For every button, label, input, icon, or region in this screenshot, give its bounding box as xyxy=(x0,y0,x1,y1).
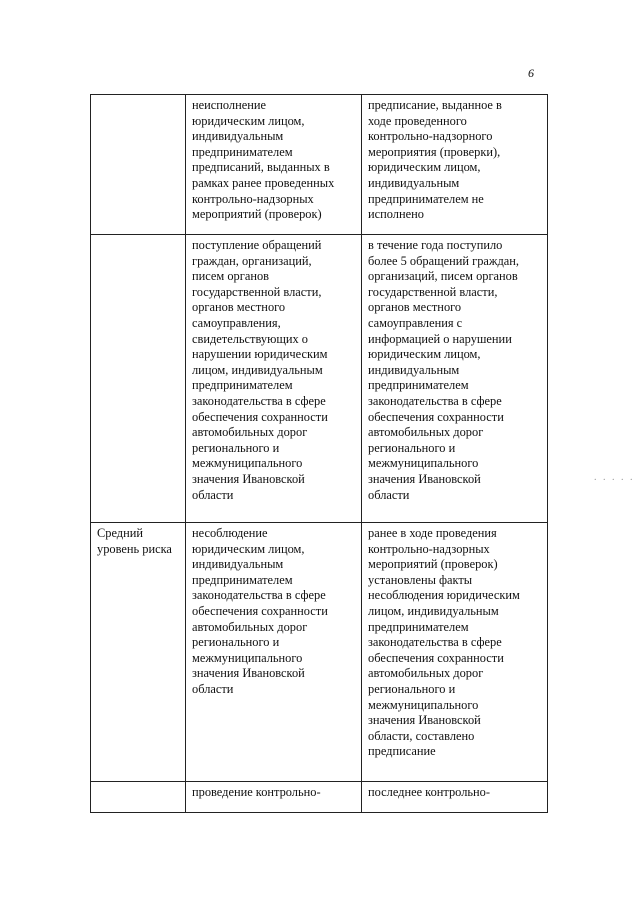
table-row xyxy=(91,95,548,235)
cell-text-line: индивидуальным xyxy=(192,557,284,572)
cell-text-line: автомобильных дорог xyxy=(368,666,484,681)
cell-text-line: самоуправления, xyxy=(192,315,281,330)
cell-text-line: области xyxy=(192,487,234,502)
cell-text-line: мероприятия (проверки), xyxy=(368,144,501,159)
indicator-cell xyxy=(362,782,548,813)
cell-text-line: информацией о нарушении xyxy=(368,331,512,346)
cell-text-line: предпринимателем xyxy=(368,619,469,634)
risk-level-cell xyxy=(91,782,186,813)
cell-text-line: самоуправления с xyxy=(368,315,463,330)
cell-text-line: автомобильных дорог xyxy=(192,425,308,440)
table-row xyxy=(91,523,548,782)
criterion-cell xyxy=(186,782,362,813)
cell-text-line: писем органов xyxy=(192,269,269,284)
cell-text-line: рамках ранее проведенных xyxy=(192,175,335,190)
cell-text-line: контрольно-надзорных xyxy=(368,541,490,556)
cell-text-line: регионального и xyxy=(192,635,280,650)
margin-mark: . . . . . xyxy=(594,472,635,483)
cell-text-line: органов местного xyxy=(368,300,462,315)
cell-text-line: законодательства в сфере xyxy=(192,588,326,603)
cell-text-line: проведение контрольно- xyxy=(192,785,321,799)
cell-text-line: межмуниципального xyxy=(192,650,303,665)
cell-text-line: регионального и xyxy=(192,440,280,455)
cell-text-line: Средний xyxy=(97,526,143,540)
cell-text-line: значения Ивановской xyxy=(368,471,481,486)
cell-text-line: ранее в ходе проведения xyxy=(368,526,497,540)
cell-text-line: области xyxy=(192,681,234,696)
cell-text-line: неисполнение xyxy=(192,98,266,112)
cell-text-line: законодательства в сфере xyxy=(368,635,502,650)
cell-text-line: мероприятий (проверок) xyxy=(192,207,322,222)
cell-text-line: несоблюдение xyxy=(192,526,268,540)
cell-text-line: нарушении юридическим xyxy=(192,347,328,362)
cell-text-line: юридическим лицом, xyxy=(192,113,305,128)
cell-text-line: автомобильных дорог xyxy=(368,425,484,440)
cell-text-line: свидетельствующих о xyxy=(192,331,308,346)
cell-text-line: законодательства в сфере xyxy=(368,393,502,408)
cell-text-line: значения Ивановской xyxy=(368,713,481,728)
cell-text-line: индивидуальным xyxy=(368,175,460,190)
table-row xyxy=(91,782,548,813)
cell-text-line: лицом, индивидуальным xyxy=(368,603,499,618)
cell-text-line: контрольно-надзорных xyxy=(192,191,314,206)
cell-text-line: органов местного xyxy=(192,300,286,315)
indicator-cell xyxy=(362,523,548,782)
risk-level-cell xyxy=(91,235,186,523)
cell-text-line: предписаний, выданных в xyxy=(192,160,330,175)
cell-text-line: автомобильных дорог xyxy=(192,619,308,634)
cell-text-line: регионального и xyxy=(368,681,456,696)
criterion-cell xyxy=(186,235,362,523)
risk-level-cell xyxy=(91,523,186,782)
cell-text-line: обеспечения сохранности xyxy=(192,603,328,618)
cell-text-line: законодательства в сфере xyxy=(192,393,326,408)
cell-text-line: межмуниципального xyxy=(368,456,479,471)
cell-text-line: организаций, писем органов xyxy=(368,269,518,284)
cell-text-line: уровень риска xyxy=(97,541,172,556)
cell-text-line: значения Ивановской xyxy=(192,666,305,681)
page-number: 6 xyxy=(528,66,534,80)
cell-text-line: государственной власти, xyxy=(192,284,322,299)
cell-text-line: значения Ивановской xyxy=(192,471,305,486)
criterion-cell xyxy=(186,523,362,782)
risk-criteria-table xyxy=(90,94,548,813)
cell-text-line: предписание, выданное в xyxy=(368,98,502,112)
cell-text-line: предпринимателем xyxy=(192,144,293,159)
cell-text-line: поступление обращений xyxy=(192,238,322,252)
cell-text-line: предпринимателем xyxy=(192,378,293,393)
cell-text-line: предпринимателем не xyxy=(368,191,484,206)
cell-text-line: индивидуальным xyxy=(368,362,460,377)
indicator-cell xyxy=(362,235,548,523)
cell-text-line: области, составлено xyxy=(368,728,475,743)
cell-text-line: юридическим лицом, xyxy=(368,347,481,362)
cell-text-line: юридическим лицом, xyxy=(368,160,481,175)
cell-text-line: несоблюдения юридическим xyxy=(368,588,520,603)
cell-text-line: предпринимателем xyxy=(368,378,469,393)
cell-text-line: ходе проведенного xyxy=(368,113,467,128)
criterion-cell xyxy=(186,95,362,235)
cell-text-line: межмуниципального xyxy=(192,456,303,471)
cell-text-line: последнее контрольно- xyxy=(368,785,490,799)
cell-text-line: граждан, организаций, xyxy=(192,253,312,268)
cell-text-line: регионального и xyxy=(368,440,456,455)
cell-text-line: в течение года поступило xyxy=(368,238,503,252)
cell-text-line: межмуниципального xyxy=(368,697,479,712)
indicator-cell xyxy=(362,95,548,235)
cell-text-line: предпринимателем xyxy=(192,572,293,587)
cell-text-line: мероприятий (проверок) xyxy=(368,557,498,572)
cell-text-line: предписание xyxy=(368,744,436,759)
cell-text-line: исполнено xyxy=(368,207,424,222)
cell-text-line: лицом, индивидуальным xyxy=(192,362,323,377)
cell-text-line: области xyxy=(368,487,410,502)
cell-text-line: юридическим лицом, xyxy=(192,541,305,556)
risk-level-cell xyxy=(91,95,186,235)
cell-text-line: обеспечения сохранности xyxy=(368,650,504,665)
cell-text-line: государственной власти, xyxy=(368,284,498,299)
table-row xyxy=(91,235,548,523)
cell-text-line: контрольно-надзорного xyxy=(368,129,493,144)
cell-text-line: более 5 обращений граждан, xyxy=(368,253,520,268)
cell-text-line: обеспечения сохранности xyxy=(368,409,504,424)
cell-text-line: обеспечения сохранности xyxy=(192,409,328,424)
cell-text-line: установлены факты xyxy=(368,572,473,587)
cell-text-line: индивидуальным xyxy=(192,129,284,144)
